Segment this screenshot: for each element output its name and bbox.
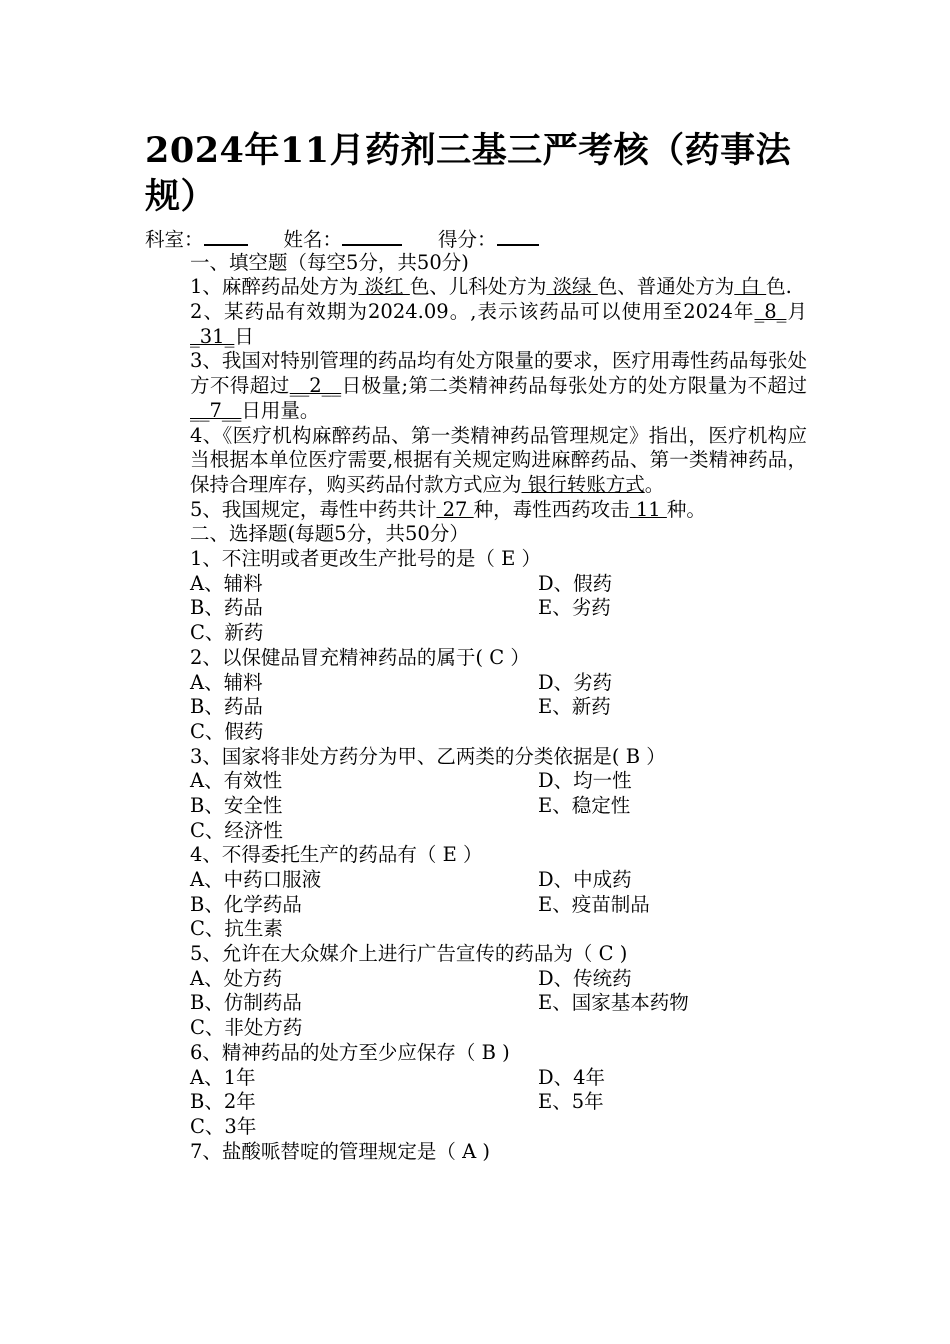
option-row — [145, 868, 807, 893]
fill-question-3: 3、我国对特别管理的药品均有处方限量的要求，医疗用毒性药品每张处方不得超过__2__日极量;第二类精神药品每张处方的处方限量为不超过__7__日用量。 — [190, 349, 807, 422]
answer-3b: __7__ — [190, 398, 242, 422]
option-row — [145, 1090, 807, 1115]
option-e: E、疫苗制品 — [538, 892, 650, 916]
option-row — [145, 769, 807, 794]
option-row — [145, 1066, 807, 1091]
option-d: D、4年 — [538, 1065, 606, 1089]
option-e: E、国家基本药物 — [538, 991, 689, 1015]
option-c: C、非处方药 — [190, 1016, 303, 1040]
option-a: A、中药口服液 — [190, 868, 322, 892]
choice-question-5: 5、允许在大众媒介上进行广告宣传的药品为（ C ) — [190, 942, 628, 966]
option-d: D、均一性 — [538, 769, 632, 793]
option-row — [145, 893, 807, 918]
section1-heading: 一、填空题（每空5分，共50分) — [190, 250, 469, 274]
option-a: A、有效性 — [190, 769, 283, 793]
dept-label: 科室： — [145, 228, 204, 251]
name-blank — [342, 226, 402, 246]
option-b: B、安全性 — [190, 793, 283, 817]
fill-question-2: 2、某药品有效期为2024.09。,表示该药品可以使用至2024年_8_月_31_日 — [190, 300, 807, 348]
answer-1b: 淡绿 — [546, 275, 598, 299]
option-row — [145, 917, 807, 942]
page-title: 2024年11月药剂三基三严考核（药事法规） — [145, 130, 792, 217]
option-row — [145, 596, 807, 621]
option-c: C、3年 — [190, 1114, 257, 1138]
header-fields — [145, 226, 807, 251]
option-d: D、中成药 — [538, 868, 632, 892]
option-d: D、假药 — [538, 571, 613, 595]
option-b: B、化学药品 — [190, 892, 302, 916]
option-row — [145, 1115, 807, 1140]
name-label: 姓名： — [283, 228, 343, 251]
answer-5a: 27 — [436, 497, 474, 521]
option-row — [145, 819, 807, 844]
option-b: B、药品 — [190, 596, 263, 620]
choice-question-7: 7、盐酸哌替啶的管理规定是（ A ) — [190, 1139, 490, 1163]
choice-question-1: 1、不注明或者更改生产批号的是（ E ） — [190, 547, 542, 571]
answer-3a: __2__ — [289, 374, 342, 398]
option-row — [145, 695, 807, 720]
option-b: B、2年 — [190, 1090, 256, 1114]
fill-question-4: 4、《医疗机构麻醉药品、第一类精神药品管理规定》指出，医疗机构应当根据本单位医疗需要,根据有关规定购进麻醉药品、第一类精神药品，保持合理库存，购买药品付款方式应为 银行转账方式。 — [190, 423, 807, 496]
option-d: D、传统药 — [538, 966, 632, 990]
option-row — [145, 1016, 807, 1041]
choice-question-4: 4、不得委托生产的药品有（ E ） — [190, 843, 483, 867]
option-row — [145, 967, 807, 992]
option-row — [145, 720, 807, 745]
option-e: E、劣药 — [538, 596, 611, 620]
choice-question-6: 6、精神药品的处方至少应保存（ B ) — [190, 1040, 510, 1064]
option-row — [145, 621, 807, 646]
answer-1c: 白 — [734, 275, 767, 299]
option-d: D、劣药 — [538, 670, 613, 694]
option-row — [145, 991, 807, 1016]
option-b: B、仿制药品 — [190, 991, 302, 1015]
option-a: A、辅料 — [190, 670, 263, 694]
option-c: C、经济性 — [190, 818, 283, 842]
answer-5b: 11 — [629, 497, 667, 521]
score-blank — [497, 226, 539, 246]
answer-1a: 淡红 — [358, 275, 410, 299]
section2-heading: 二、选择题(每题5分，共50分） — [190, 522, 469, 546]
answer-4a: 银行转账方式 — [521, 473, 645, 496]
option-c: C、抗生素 — [190, 917, 283, 941]
fill-question-1: 1、麻醉药品处方为 淡红 色、儿科处方为 淡绿 色、普通处方为 白 色. — [190, 275, 792, 299]
choice-question-2: 2、以保健品冒充精神药品的属于( C ） — [190, 645, 530, 669]
option-c: C、新药 — [190, 621, 264, 645]
answer-2a: _8_ — [754, 300, 787, 324]
fill-question-5: 5、我国规定，毒性中药共计 27 种，毒性西药攻击 11 种。 — [190, 497, 706, 521]
choice-question-3: 3、国家将非处方药分为甲、乙两类的分类依据是( B ） — [190, 744, 666, 768]
option-a: A、辅料 — [190, 571, 263, 595]
option-e: E、5年 — [538, 1090, 604, 1114]
option-e: E、稳定性 — [538, 793, 631, 817]
option-a: A、1年 — [190, 1065, 256, 1089]
option-row — [145, 794, 807, 819]
answer-2b: _31_ — [190, 324, 235, 348]
dept-blank — [204, 226, 248, 246]
option-e: E、新药 — [538, 695, 611, 719]
option-b: B、药品 — [190, 695, 263, 719]
option-row — [145, 671, 807, 696]
option-c: C、假药 — [190, 719, 264, 743]
document-body — [145, 226, 807, 1164]
score-label: 得分： — [438, 228, 497, 251]
option-row — [145, 572, 807, 597]
option-a: A、处方药 — [190, 966, 283, 990]
